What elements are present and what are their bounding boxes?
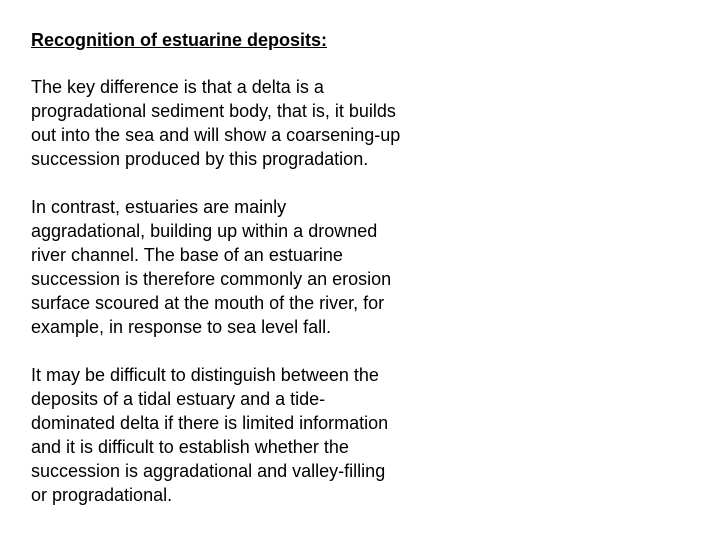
paragraph-delta-difference: [31, 75, 451, 171]
text-line: dominated delta if there is limited information: [31, 413, 389, 433]
text-line: deposits of a tidal estuary and a tide-: [31, 389, 326, 409]
text-line: progradational sediment body, that is, it builds: [31, 101, 396, 121]
text-line: succession is therefore commonly an erosion: [31, 269, 392, 289]
text-line: aggradational, building up within a drowned: [31, 221, 378, 241]
slide-title: Recognition of estuarine deposits:: [31, 30, 328, 50]
text-line: river channel. The base of an estuarine: [31, 245, 343, 265]
paragraph-estuary-contrast: [31, 195, 451, 339]
text-line: out into the sea and will show a coarsening-up: [31, 125, 401, 145]
text-line: surface scoured at the mouth of the river, for: [31, 293, 385, 313]
paragraph-distinguishing-difficulty: [31, 363, 451, 507]
text-line: or progradational.: [31, 485, 173, 505]
text-line: and it is difficult to establish whether the: [31, 437, 349, 457]
text-line: The key difference is that a delta is a: [31, 77, 324, 97]
slide-content: [31, 28, 451, 531]
text-line: It may be difficult to distinguish between the: [31, 365, 379, 385]
text-line: succession produced by this progradation.: [31, 149, 369, 169]
text-line: succession is aggradational and valley-filling: [31, 461, 386, 481]
text-line: example, in response to sea level fall.: [31, 317, 332, 337]
text-line: In contrast, estuaries are mainly: [31, 197, 287, 217]
